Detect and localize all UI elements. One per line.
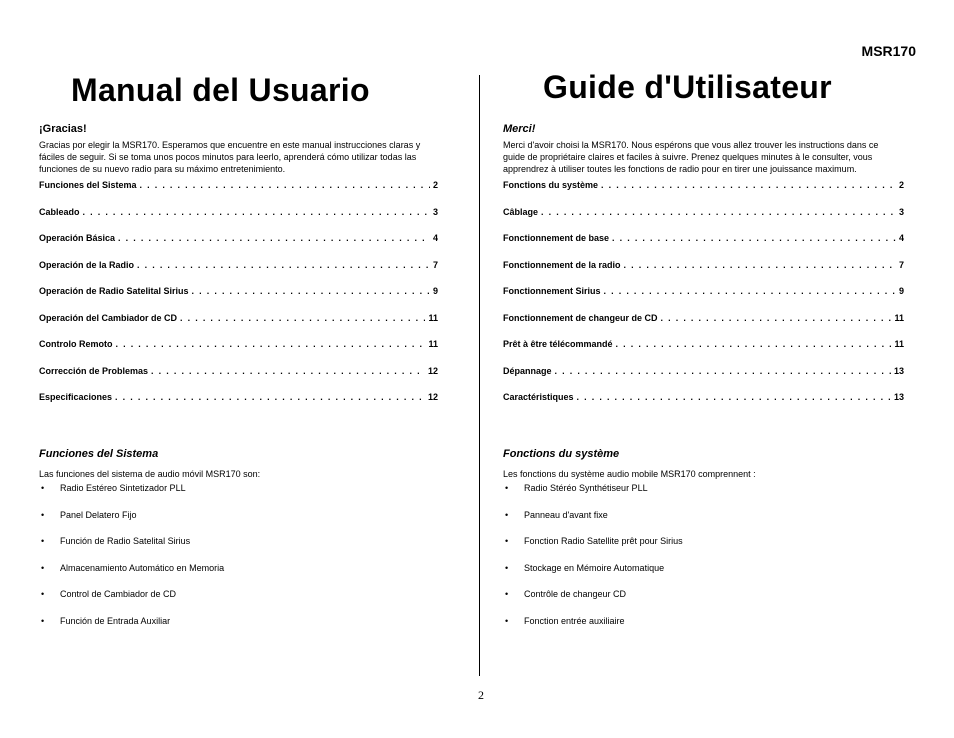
feature-text: Función de Entrada Auxiliar [60,615,171,626]
toc-entry[interactable] [39,339,438,366]
intro-line: Merci d'avoir choisi la MSR170. Nous espérons que vous allez trouver les instructions dans ce [503,140,879,150]
intro-line: funciones de su nuevo radio para su máximo entretenimiento. [39,164,286,174]
french-section-heading: Fonctions du système [503,448,620,460]
spanish-table-of-contents [39,180,438,419]
toc-leader [541,207,896,217]
model-number: MSR170 [861,43,916,59]
toc-page: 3 [432,206,438,217]
bullet-icon: • [505,483,509,493]
toc-label: Dépannage [503,365,552,376]
feature-item [503,536,904,563]
feature-text: Panel Delatero Fijo [60,509,137,520]
toc-label: Operación de Radio Satelital Sirius [39,286,189,296]
toc-entry[interactable] [39,366,438,393]
feature-text: Fonction entrée auxiliaire [524,615,625,626]
toc-page: 11 [894,312,904,323]
feature-text: Almacenamiento Automático en Memoria [60,562,225,573]
toc-page: 2 [898,180,904,190]
toc-entry[interactable] [503,366,904,393]
bullet-icon: • [505,615,509,626]
bullet-icon: • [41,562,45,573]
toc-entry[interactable] [503,313,904,340]
toc-label: Funciones del Sistema [39,180,137,190]
spanish-title: Manual del Usuario [71,72,370,108]
feature-item [503,563,904,590]
toc-page: 12 [427,365,438,376]
toc-label: Caractéristiques [503,392,574,402]
column-divider [479,75,480,676]
toc-page: 12 [427,392,438,402]
toc-leader [83,207,430,217]
toc-leader [137,260,430,270]
intro-line: apprendrez à utiliser toutes les fonctions de radio pour en tirer une jouissance maximum. [503,164,857,174]
toc-label: Corrección de Problemas [39,365,149,376]
toc-leader [180,313,425,323]
toc-label: Fonctionnement de changeur de CD [503,312,658,323]
intro-line: fáciles de seguir. Si se toma unos pocos minutos para leerlo, aprenderá cómo utilizar todas las [39,152,417,162]
feature-text: Contrôle de changeur CD [524,589,627,599]
spanish-section-intro: Las funciones del sistema de audio móvil MSR170 son: [39,469,261,479]
toc-label: Fonctionnement Sirius [503,286,601,296]
bullet-icon: • [505,509,509,520]
toc-page: 13 [893,365,904,376]
bullet-icon: • [505,562,509,573]
toc-page: 7 [432,259,438,270]
toc-leader [661,313,892,323]
toc-leader [612,233,896,243]
feature-text: Panneau d'avant fixe [524,509,608,520]
feature-item [503,510,904,537]
feature-item [39,483,438,510]
toc-entry[interactable] [39,207,438,234]
feature-text: Radio Stéréo Synthétiseur PLL [524,483,648,493]
toc-page: 3 [898,206,904,217]
toc-label: Controlo Remoto [39,339,113,349]
toc-entry[interactable] [503,207,904,234]
bullet-icon: • [41,509,45,520]
french-table-of-contents [503,180,904,419]
toc-leader [604,286,896,296]
spanish-feature-list [39,483,438,642]
feature-item [39,589,438,616]
spanish-intro [39,139,438,175]
toc-page: 11 [428,312,438,323]
toc-label: Fonctionnement de la radio [503,259,621,270]
feature-item [39,510,438,537]
toc-label: Especificaciones [39,392,113,402]
feature-text: Radio Estéreo Sintetizador PLL [60,483,186,493]
french-section-intro: Les fonctions du système audio mobile MSR170 comprennent : [503,469,756,479]
bullet-icon: • [41,589,45,599]
toc-leader [192,286,430,296]
toc-entry[interactable] [503,392,904,419]
toc-entry[interactable] [503,286,904,313]
bullet-icon: • [505,536,509,546]
spanish-section-heading: Funciones del Sistema [39,448,159,460]
toc-leader [624,260,896,270]
toc-page: 11 [428,339,438,349]
toc-label: Operación de la Radio [39,259,135,270]
toc-entry[interactable] [39,313,438,340]
toc-leader [116,339,426,349]
toc-leader [140,180,430,190]
feature-item [39,616,438,643]
toc-entry[interactable] [503,260,904,287]
french-intro [503,139,904,175]
french-title: Guide d'Utilisateur [543,69,832,105]
feature-text: Stockage en Mémoire Automatique [524,562,665,573]
toc-leader [601,180,896,190]
feature-item [503,589,904,616]
toc-label: Cableado [39,206,80,217]
toc-page: 2 [432,180,438,190]
toc-page: 9 [898,286,904,296]
toc-leader [118,233,430,243]
toc-leader [555,366,891,376]
bullet-icon: • [41,615,45,626]
bullet-icon: • [41,536,45,546]
toc-entry[interactable] [39,260,438,287]
toc-leader [151,366,425,376]
toc-page: 11 [894,339,904,349]
toc-entry[interactable] [39,286,438,313]
toc-label: Operación Básica [39,233,116,243]
toc-page: 4 [898,233,904,243]
feature-item [39,563,438,590]
toc-page: 7 [898,259,904,270]
intro-line: guide de propriétaire claires et faciles à suivre. Prenez quelques minutes à le consulter, vous [503,152,873,162]
french-thanks-heading: Merci! [503,123,536,135]
bullet-icon: • [505,589,509,599]
feature-item [503,616,904,643]
feature-text: Control de Cambiador de CD [60,589,177,599]
toc-entry[interactable] [503,339,904,366]
toc-entry[interactable] [39,392,438,419]
toc-leader [115,392,425,402]
toc-label: Fonctionnement de base [503,233,610,243]
toc-page: 13 [893,392,904,402]
toc-label: Operación del Cambiador de CD [39,312,178,323]
toc-label: Fonctions du système [503,180,599,190]
spanish-thanks-heading: ¡Gracias! [39,123,87,135]
feature-text: Fonction Radio Satellite prêt pour Sirius [524,536,683,546]
french-feature-list [503,483,904,642]
toc-entry[interactable] [39,233,438,260]
intro-line: Gracias por elegir la MSR170. Esperamos que encuentre en este manual instrucciones claras y [39,140,421,150]
toc-page: 4 [432,233,438,243]
toc-entry[interactable] [503,233,904,260]
toc-entry[interactable] [503,180,904,207]
feature-item [39,536,438,563]
bullet-icon: • [41,483,45,493]
page-number: 2 [478,688,484,702]
toc-page: 9 [432,286,438,296]
toc-leader [616,339,892,349]
toc-label: Câblage [503,206,539,217]
toc-entry[interactable] [39,180,438,207]
toc-leader [577,392,891,402]
feature-text: Función de Radio Satelital Sirius [60,536,191,546]
feature-item [503,483,904,510]
toc-label: Prêt à être télécommandé [503,339,613,349]
